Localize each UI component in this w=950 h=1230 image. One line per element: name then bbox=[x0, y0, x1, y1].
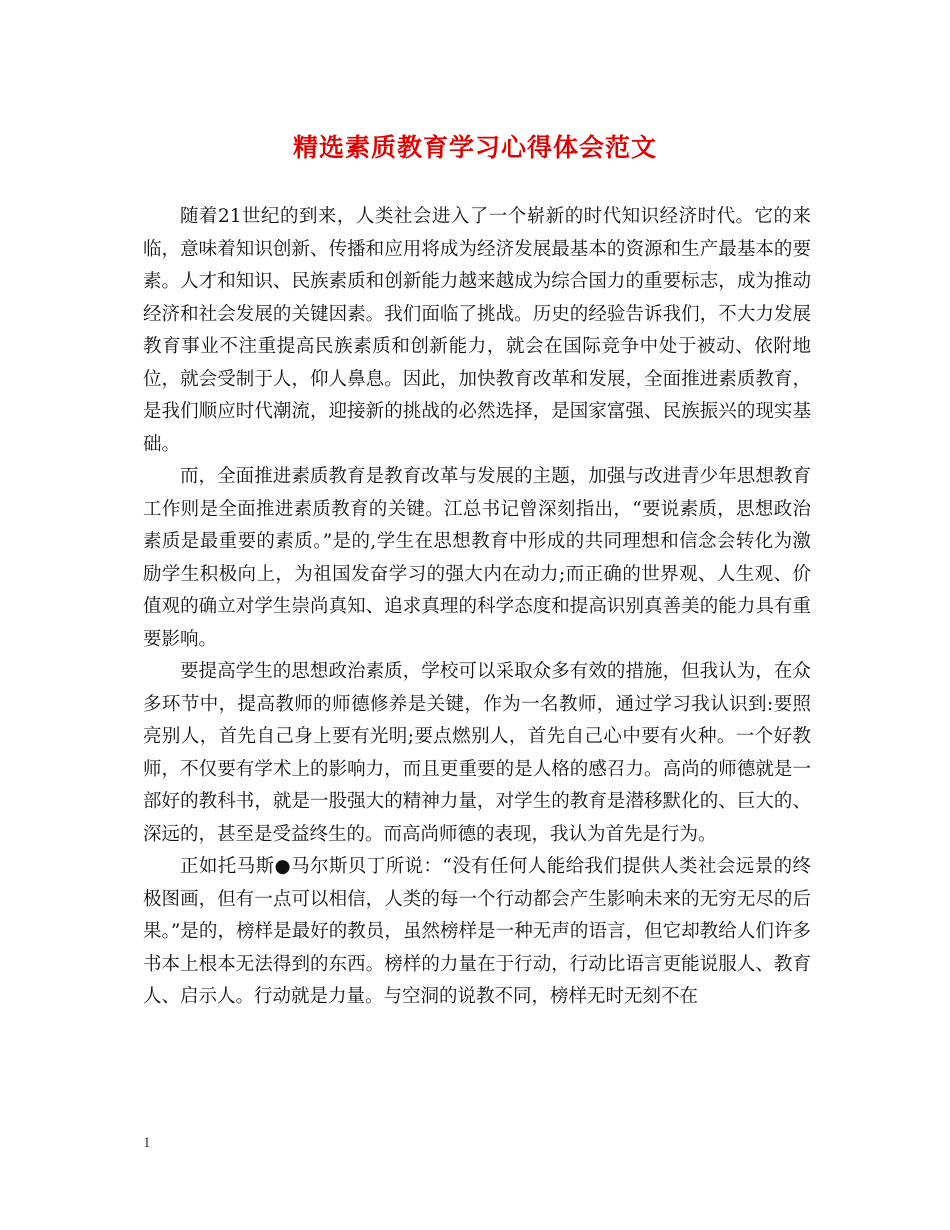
paragraph-1: 随着21世纪的到来，人类社会进入了一个崭新的时代知识经济时代。它的来临，意味着知识创新、传播和应用将成为经济发展最基本的资源和生产最基本的要素。人才和知识、民族素质和创新能力越来越成为综合国力的重要标志，成为推动经济和社会发展的关键因素。我们面临了挑战。历史的经验告诉我们，不大力发展教育事业不注重提高民族素质和创新能力，就会在国际竞争中处于被动、依附地位，就会受制于人，仰人鼻息。因此，加快教育改革和发展，全面推进素质教育，是我们顺应时代潮流，迎接新的挑战的必然选择，是国家富强、民族振兴的现实基础。 bbox=[143, 206, 811, 455]
paragraph-4: 正如托马斯●马尔斯贝丁所说：“没有任何人能给我们提供人类社会远景的终极图画，但有一点可以相信，人类的每一个行动都会产生影响未来的无穷无尽的后果。”是的，榜样是最好的教员，虽然榜样是一种无声的语言，但它却教给人们许多书本上根本无法得到的东西。榜样的力量在于行动，行动比语言更能说服人、教育人、启示人。行动就是力量。与空洞的说教不同，榜样无时无刻不在 bbox=[143, 856, 811, 1007]
paragraph-3: 要提高学生的思想政治素质，学校可以采取众多有效的措施，但我认为，在众多环节中，提高教师的师德修养是关键，作为一名教师，通过学习我认识到:要照亮别人，首先自己身上要有光明;要点燃别人，首先自己心中要有火种。一个好教师，不仅要有学术上的影响力，而且更重要的是人格的感召力。高尚的师德就是一部好的教科书，就是一股强大的精神力量，对学生的教育是潜移默化的、巨大的、深远的，甚至是受益终生的。而高尚师德的表现，我认为首先是行为。 bbox=[143, 661, 811, 845]
paragraph-2: 而，全面推进素质教育是教育改革与发展的主题，加强与改进青少年思想教育工作则是全面推进素质教育的关键。江总书记曾深刻指出，“要说素质，思想政治素质是最重要的素质。”是的,学生在思想教育中形成的共同理想和信念会转化为激励学生积极向上，为祖国发奋学习的强大内在动力;而正确的世界观、人生观、价值观的确立对学生崇尚真知、追求真理的科学态度和提高识别真善美的能力具有重要影响。 bbox=[143, 466, 811, 650]
document-title: 精选素质教育学习心得体会范文 bbox=[292, 133, 657, 162]
page-number: 1 bbox=[143, 1135, 151, 1151]
document-body bbox=[143, 201, 811, 1014]
